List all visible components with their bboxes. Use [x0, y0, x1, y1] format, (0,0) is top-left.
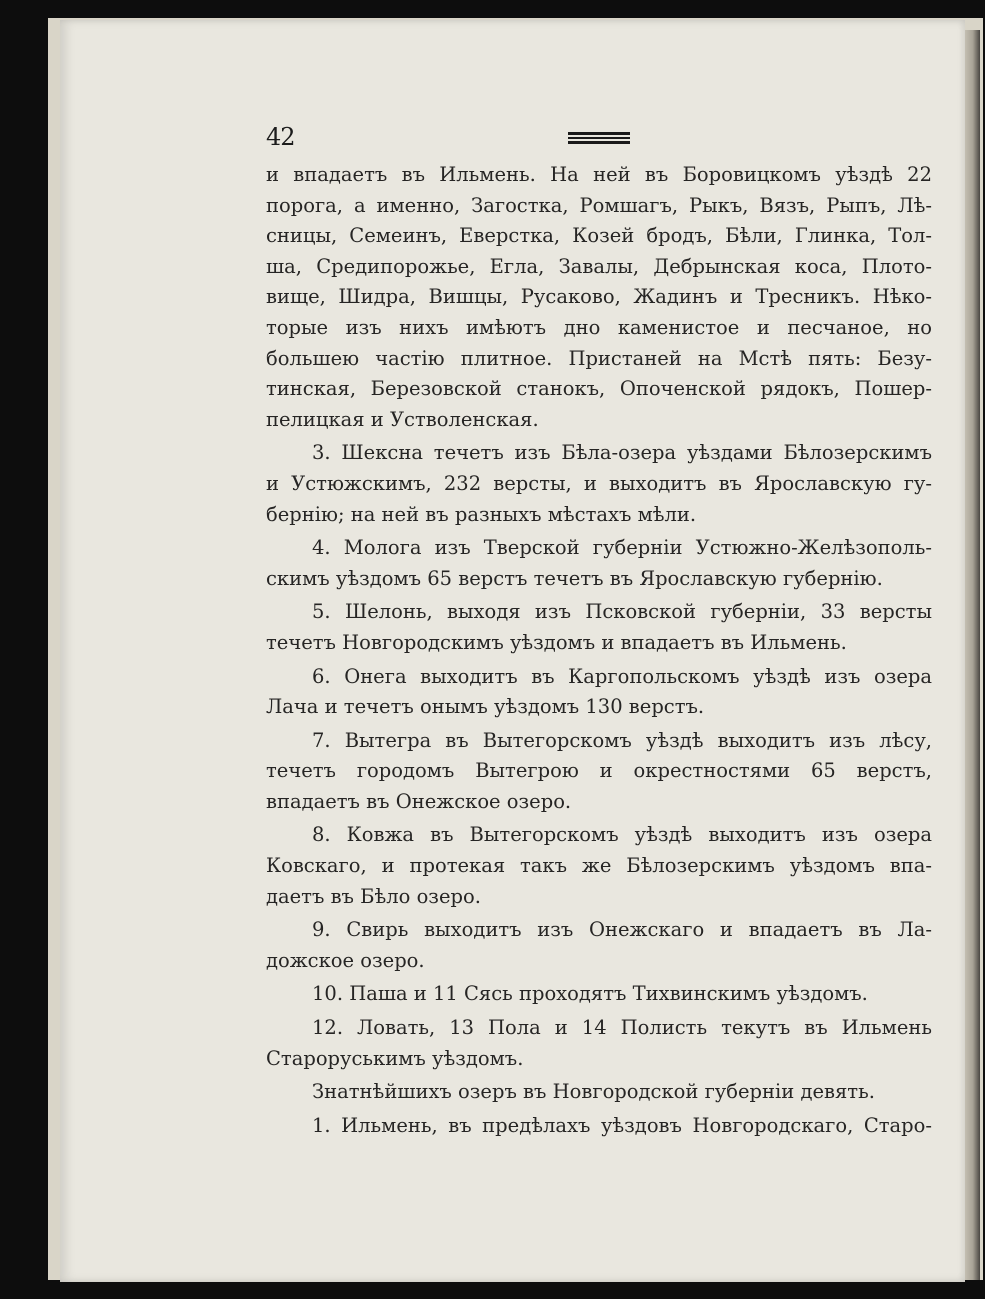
- text-line: 6. Онега выходитъ въ Каргопольскомъ уѣздѣ изъ озера: [312, 664, 932, 688]
- page-header: [266, 123, 926, 157]
- text-line: 10. Паша и 11 Сясь проходятъ Тихвинскимъ уѣздомъ.: [312, 982, 868, 1006]
- text-line: даетъ въ Бѣло озеро.: [266, 884, 481, 908]
- text-line: и Устюжскимъ, 232 версты, и выходитъ въ Ярославскую гу-: [266, 471, 932, 495]
- text-line: 4. Молога изъ Тверской губерніи Устюжно-Желѣзополь-: [312, 536, 932, 560]
- header-rule: [568, 132, 630, 135]
- text-line: впадаетъ въ Онежское озеро.: [266, 789, 572, 813]
- text-line: 12. Ловать, 13 Пола и 14 Полисть текутъ въ Ильмень: [312, 1016, 932, 1040]
- text-line: бернію; на ней въ разныхъ мѣстахъ мѣли.: [266, 502, 697, 526]
- text-line: дожское озеро.: [266, 948, 425, 972]
- text-line: пелицкая и Устволенская.: [266, 407, 539, 431]
- text-line: Староруськимъ уѣздомъ.: [266, 1046, 524, 1070]
- text-line: порога, а именно, Загостка, Ромшагъ, Рыкъ, Вязъ, Рыпъ, Лѣ-: [266, 193, 932, 217]
- text-line: большею частію плитное. Пристаней на Мстѣ пять: Безу-: [266, 346, 932, 370]
- text-line: 8. Ковжа въ Вытегорскомъ уѣздѣ выходитъ изъ озера: [312, 823, 932, 847]
- text-line: 9. Свирь выходитъ изъ Онежскаго и впадаетъ въ Ла-: [312, 918, 932, 942]
- text-line: вище, Шидра, Вишцы, Русаково, Жадинъ и Тресникъ. Нѣко-: [266, 285, 932, 309]
- header-rule: [568, 141, 630, 144]
- text-line: 5. Шелонь, выходя изъ Псковской губерніи, 33 версты: [312, 600, 932, 624]
- page-number: 42: [266, 123, 295, 151]
- text-line: 7. Вытегра въ Вытегорскомъ уѣздѣ выходитъ изъ лѣсу,: [312, 728, 932, 752]
- text-line: торые изъ нихъ имѣютъ дно каменистое и песчаное, но: [266, 315, 932, 339]
- header-rule: [568, 137, 630, 139]
- text-line: скимъ уѣздомъ 65 верстъ течетъ въ Ярославскую губернію.: [266, 566, 883, 590]
- text-line: Ковскаго, и протекая такъ же Бѣлозерскимъ уѣздомъ впа-: [266, 854, 932, 878]
- text-line: и впадаетъ въ Ильмень. На ней въ Боровицкомъ уѣздѣ 22: [266, 163, 932, 186]
- text-line: Знатнѣйшихъ озеръ въ Новгородской губерніи девять.: [312, 1080, 875, 1104]
- text-line: Лача и течетъ онымъ уѣздомъ 130 верстъ.: [266, 695, 705, 719]
- text-line: сницы, Семеинъ, Еверстка, Козей бродъ, Бѣли, Глинка, Тол-: [266, 224, 932, 248]
- text-line: 1. Ильмень, въ предѣлахъ уѣздовъ Новгородскаго, Старо-: [312, 1113, 932, 1137]
- text-line: течетъ городомъ Вытегрою и окрестностями 65 верстъ,: [266, 759, 932, 783]
- text-line: ша, Средипорожье, Егла, Завалы, Дебрынская коса, Плото-: [266, 254, 932, 278]
- body-text: [266, 160, 932, 1141]
- text-line: тинская, Березовской станокъ, Опоченской рядокъ, Пошер-: [266, 377, 932, 401]
- text-line: течетъ Новгородскимъ уѣздомъ и впадаетъ въ Ильмень.: [266, 630, 847, 654]
- text-line: 3. Шексна течетъ изъ Бѣла-озера уѣздами Бѣлозерскимъ: [312, 441, 932, 465]
